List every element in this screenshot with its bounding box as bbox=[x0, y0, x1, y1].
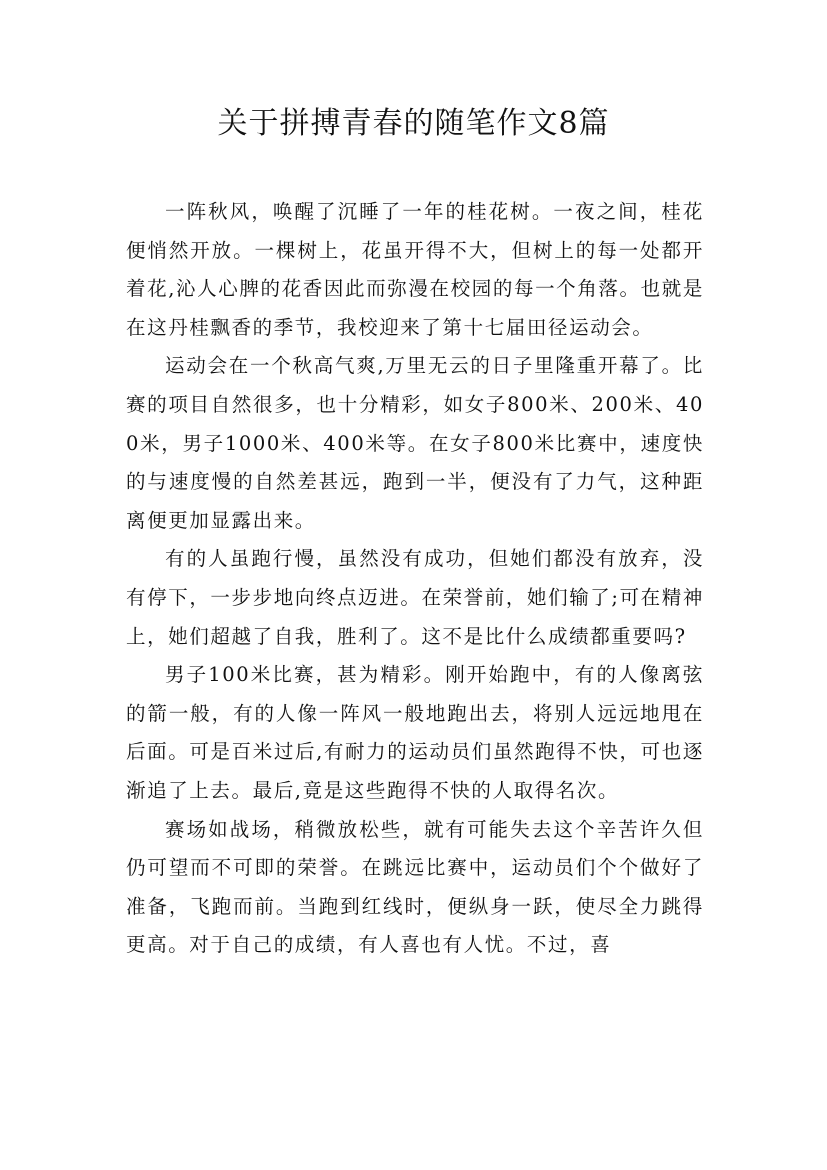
document-body bbox=[126, 193, 704, 965]
paragraph: 有的人虽跑行慢，虽然没有成功，但她们都没有放弃，没有停下，一步步地向终点迈进。在荣誉前，她们输了;可在精神上，她们超越了自我，胜利了。这不是比什么成绩都重要吗? bbox=[126, 547, 704, 648]
paragraph: 男子100米比赛，甚为精彩。刚开始跑中，有的人像离弦的箭一般，有的人像一阵风一般地跑出去，将别人远远地甩在后面。可是百米过后,有耐力的运动员们虽然跑得不快，可也逐渐追了上去。最后,竟是这些跑得不快的人取得名次。 bbox=[126, 663, 704, 802]
document-title: 关于拼搏青春的随笔作文8篇 bbox=[217, 106, 610, 141]
paragraph: 运动会在一个秋高气爽,万里无云的日子里隆重开幕了。比赛的项目自然很多，也十分精彩，如女子800米、200米、400米，男子1000米、400米等。在女子800米比赛中，速度快的与速度慢的自然差甚远，跑到一半，便没有了力气，这种距离便更加显露出来。 bbox=[126, 354, 704, 532]
paragraph: 赛场如战场，稍微放松些，就有可能失去这个辛苦许久但仍可望而不可即的荣誉。在跳远比赛中，运动员们个个做好了准备，飞跑而前。当跑到红线时，便纵身一跃，使尽全力跳得更高。对于自己的成绩，有人喜也有人忧。不过，喜 bbox=[126, 817, 704, 957]
paragraph: 一阵秋风，唤醒了沉睡了一年的桂花树。一夜之间，桂花便悄然开放。一棵树上，花虽开得不大，但树上的每一处都开着花,沁人心脾的花香因此而弥漫在校园的每一个角落。也就是在这丹桂飘香的季节，我校迎来了第十七届田径运动会。 bbox=[126, 200, 704, 339]
